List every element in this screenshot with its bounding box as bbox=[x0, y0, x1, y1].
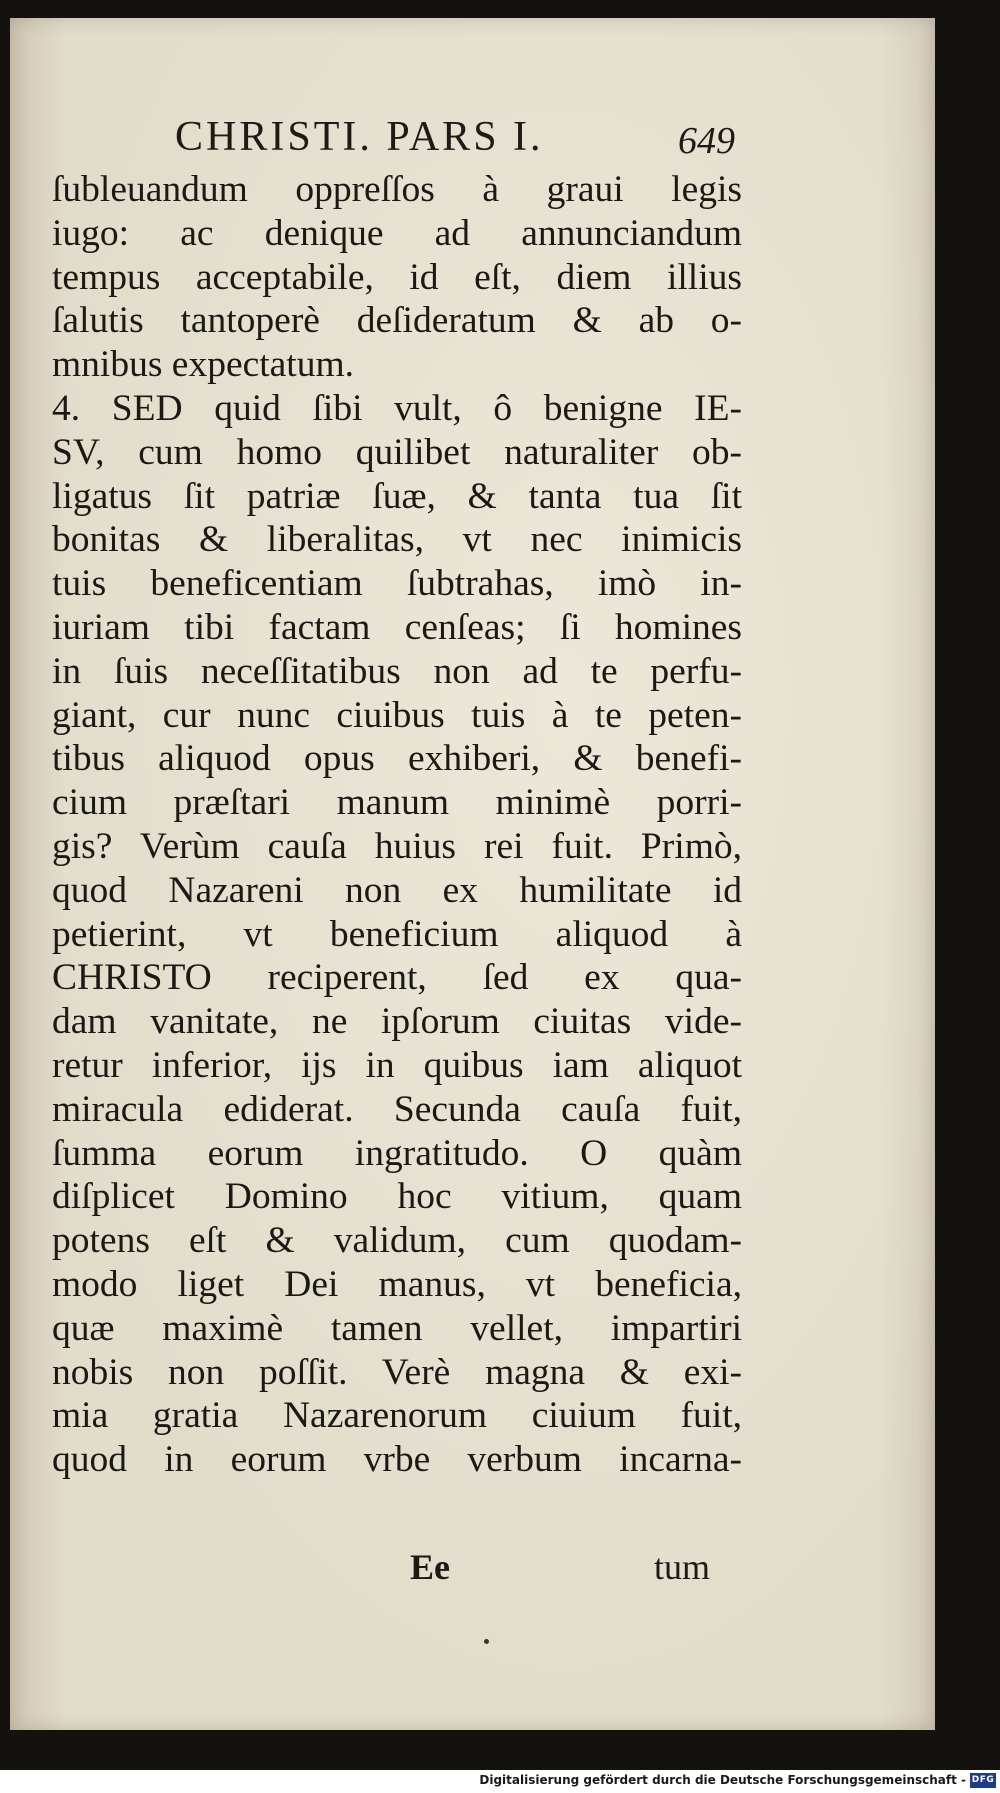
text-line: giant, cur nunc ciuibus tuis à te peten- bbox=[52, 694, 742, 736]
signature-line bbox=[410, 1546, 710, 1590]
text-line: miracula ediderat. Secunda cauſa fuit, bbox=[52, 1088, 742, 1130]
text-line: tempus acceptabile, id eſt, diem illius bbox=[52, 256, 742, 298]
text-line: mia gratia Nazarenorum ciuium fuit, bbox=[52, 1395, 742, 1437]
body-text bbox=[52, 168, 742, 1482]
book-page bbox=[10, 18, 935, 1730]
ink-dot bbox=[484, 1639, 489, 1644]
text-line: tuis beneficentiam ſubtrahas, imò in- bbox=[52, 563, 742, 605]
page-number: 649 bbox=[678, 120, 735, 162]
text-line: quæ maximè tamen vellet, impartiri bbox=[52, 1307, 742, 1349]
text-line: nobis non poſſit. Verè magna & exi- bbox=[52, 1351, 742, 1393]
digitization-footer bbox=[0, 1770, 1000, 1793]
text-line: tibus aliquod opus exhiberi, & benefi- bbox=[52, 738, 742, 780]
text-line: retur inferior, ijs in quibus iam aliquot bbox=[52, 1044, 742, 1086]
text-line: ſumma eorum ingratitudo. O quàm bbox=[52, 1132, 742, 1174]
text-line: quod in eorum vrbe verbum incarna- bbox=[52, 1439, 742, 1481]
text-line: 4. SED quid ſibi vult, ô benigne IE- bbox=[52, 387, 742, 429]
text-line: ſalutis tantoperè deſideratum & ab o- bbox=[52, 300, 742, 342]
text-line: quod Nazareni non ex humilitate id bbox=[52, 869, 742, 911]
text-line: ſubleuandum oppreſſos à graui legis bbox=[52, 169, 742, 210]
text-line: bonitas & liberalitas, vt nec inimicis bbox=[52, 519, 742, 561]
text-line: diſplicet Domino hoc vitium, quam bbox=[52, 1176, 742, 1218]
running-head: CHRISTI. PARS I. bbox=[175, 114, 544, 160]
funding-credit: Digitalisierung gefördert durch die Deutsche Forschungsgemeinschaft - bbox=[479, 1773, 966, 1787]
text-line: mnibus expectatum. bbox=[52, 344, 355, 386]
text-line: ligatus ſit patriæ ſuæ, & tanta tua ſit bbox=[52, 475, 742, 517]
catchword: tum bbox=[653, 1547, 710, 1587]
text-line: in ſuis neceſſitatibus non ad te perfu- bbox=[52, 650, 742, 692]
text-line: iuriam tibi factam cenſeas; ſi homines bbox=[52, 606, 742, 648]
text-line: SV, cum homo quilibet naturaliter ob- bbox=[52, 431, 742, 473]
text-line: gis? Verùm cauſa huius rei fuit. Primò, bbox=[52, 825, 742, 867]
text-line: cium præſtari manum minimè porri- bbox=[52, 782, 742, 824]
text-line: dam vanitate, ne ipſorum ciuitas vide- bbox=[52, 1001, 742, 1043]
text-line: modo liget Dei manus, vt beneficia, bbox=[52, 1263, 742, 1305]
text-line: CHRISTO reciperent, ſed ex qua- bbox=[52, 957, 742, 999]
text-line: iugo: ac denique ad annunciandum bbox=[52, 212, 742, 254]
dfg-logo-icon: DFG bbox=[970, 1773, 996, 1788]
signature-mark: Ee bbox=[410, 1547, 450, 1587]
text-line: potens eſt & validum, cum quodam- bbox=[52, 1220, 742, 1262]
text-line: petierint, vt beneficium aliquod à bbox=[52, 913, 742, 955]
page-header bbox=[175, 113, 735, 173]
